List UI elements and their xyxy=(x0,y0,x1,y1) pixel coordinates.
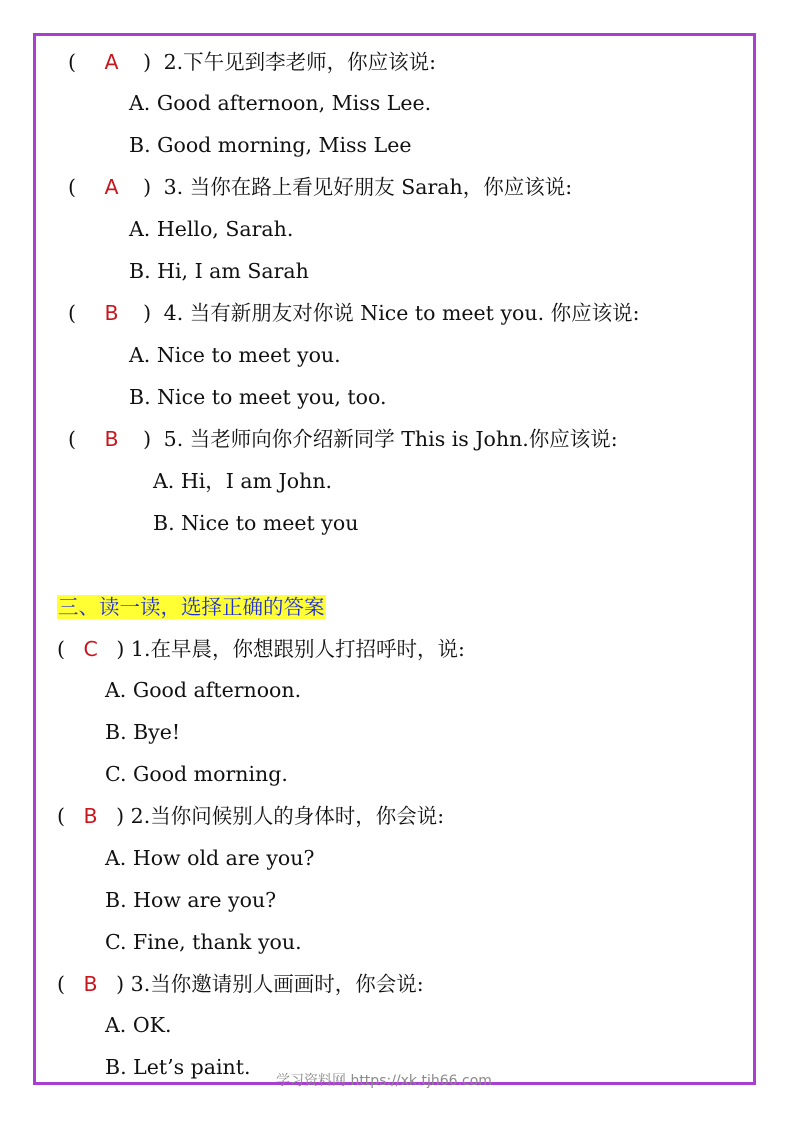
question-text: 2.下午见到李老师，你应该说: xyxy=(163,50,437,74)
question-text: 3.当你邀请别人画画时，你会说: xyxy=(130,972,424,996)
option: A. OK. xyxy=(105,1013,172,1037)
close-paren: ) xyxy=(143,50,152,74)
close-paren: ) xyxy=(116,804,125,828)
option: C. Good morning. xyxy=(105,762,288,786)
answer-mark: A xyxy=(104,50,119,74)
question-2-2 xyxy=(68,47,436,77)
question-text: 4. 当有新朋友对你说 Nice to meet you. 你应该说: xyxy=(163,301,640,325)
open-paren: ( xyxy=(68,301,76,325)
option: B. Let’s paint. xyxy=(105,1055,251,1079)
open-paren: ( xyxy=(68,50,76,74)
close-paren: ) xyxy=(116,637,125,661)
question-3-2 xyxy=(57,801,444,831)
answer-mark: B xyxy=(104,301,119,325)
question-text: 5. 当老师向你介绍新同学 This is John.你应该说: xyxy=(163,427,618,451)
answer-mark: B xyxy=(83,804,98,828)
answer-mark: B xyxy=(104,427,119,451)
option: B. Hi, I am Sarah xyxy=(129,259,309,283)
option: B. Nice to meet you, too. xyxy=(129,385,387,409)
option: A. Hi，I am John. xyxy=(153,469,333,493)
option: B. How are you? xyxy=(105,888,277,912)
question-3-3 xyxy=(57,969,424,999)
option: A. Hello, Sarah. xyxy=(129,217,294,241)
option: B. Nice to meet you xyxy=(153,511,359,535)
watermark-text: 学习资料网 https://xk.tjh66.com xyxy=(276,1073,492,1089)
option: A. Nice to meet you. xyxy=(129,343,341,367)
option: B. Bye! xyxy=(105,720,181,744)
question-text: 2.当你问候别人的身体时，你会说: xyxy=(130,804,445,828)
answer-mark: A xyxy=(104,175,119,199)
close-paren: ) xyxy=(116,972,125,996)
open-paren: ( xyxy=(68,427,76,451)
open-paren: ( xyxy=(57,637,65,661)
question-text: 1.在早晨，你想跟别人打招呼时，说: xyxy=(130,637,465,661)
option: C. Fine, thank you. xyxy=(105,930,302,954)
answer-mark: B xyxy=(83,972,98,996)
open-paren: ( xyxy=(68,175,76,199)
answer-mark: C xyxy=(83,637,98,661)
option: A. Good afternoon. xyxy=(105,678,302,702)
close-paren: ) xyxy=(143,301,152,325)
question-2-3 xyxy=(68,172,572,202)
question-3-1 xyxy=(57,634,465,664)
option: B. Good morning, Miss Lee xyxy=(129,133,412,157)
open-paren: ( xyxy=(57,972,65,996)
close-paren: ) xyxy=(143,175,152,199)
question-2-5 xyxy=(68,424,618,454)
option: A. Good afternoon, Miss Lee. xyxy=(129,91,432,115)
open-paren: ( xyxy=(57,804,65,828)
question-text: 3. 当你在路上看见好朋友 Sarah，你应该说: xyxy=(163,175,573,199)
option: A. How old are you? xyxy=(105,846,315,870)
section-heading-text: 三、读一读，选择正确的答案 xyxy=(58,595,325,619)
question-2-4 xyxy=(68,298,640,328)
section-heading xyxy=(57,592,326,622)
close-paren: ) xyxy=(143,427,152,451)
